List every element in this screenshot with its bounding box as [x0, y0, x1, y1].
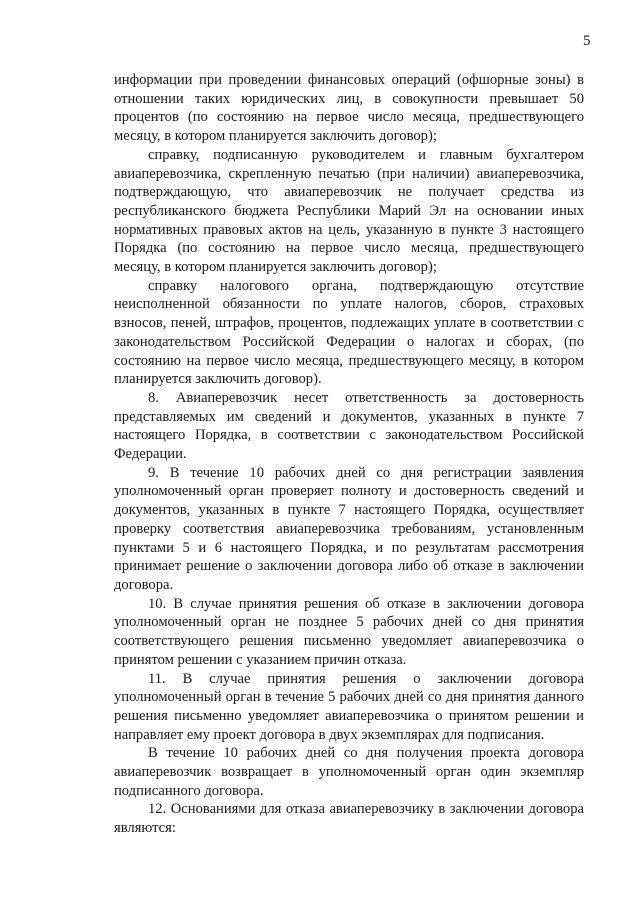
- paragraph-item-9: 9. В течение 10 рабочих дней со дня регистрации заявления уполномоченный орган проверяет полноту и достоверность сведений и документов, указанных в пункте 7 настоящего Порядка, осуществляет проверку соответствия авиаперевозчика требованиям, установленным пунктами 5 и 6 настоящего Порядка, и по результатам рассмотрения принимает решение о заключении договора либо об отказе в заключении договора.: [114, 464, 584, 593]
- paragraph-item-11: 11. В случае принятия решения о заключении договора уполномоченный орган в течение 5 рабочих дней со дня принятия данного решения письменно уведомляет авиаперевозчика о принятом решении и направляет ему проект договора в двух экземплярах для подписания.: [114, 670, 584, 743]
- paragraph-offshore-continuation: информации при проведении финансовых операций (офшорные зоны) в отношении таких юридических лиц, в совокупности превышает 50 процентов (по состоянию на первое число месяца, предшествующего месяцу, в котором планируется заключить договор);: [114, 72, 584, 145]
- paragraph-item-12: 12. Основаниями для отказа авиаперевозчику в заключении договора являются:: [114, 801, 584, 837]
- paragraph-item-11-return: В течение 10 рабочих дней со дня получения проекта договора авиаперевозчик возвращает в уполномоченный орган один экземпляр подписанного договора.: [114, 745, 584, 799]
- document-body: [114, 71, 584, 838]
- paragraph-item-10: 10. В случае принятия решения об отказе в заключении договора уполномоченный орган не позднее 5 рабочих дней со дня принятия соответствующего решения письменно уведомляет авиаперевозчика о принятом решении с указанием причин отказа.: [114, 595, 584, 668]
- page-number: 5: [583, 33, 591, 49]
- paragraph-tax-certificate: справку налогового органа, подтверждающую отсутствие неисполненной обязанности по уплате налогов, сборов, страховых взносов, пеней, штрафов, процентов, подлежащих уплате в соответствии с законодательством Российской Федерации о налогах и сборах, (по состоянию на первое число месяца, предшествующего месяцу, в котором планируется заключить договор).: [114, 277, 584, 388]
- paragraph-budget-certificate: справку, подписанную руководителем и главным бухгалтером авиаперевозчика, скрепленную печатью (при наличии) авиаперевозчика, подтверждающую, что авиаперевозчик не получает средства из республиканского бюджета Республики Марий Эл на основании иных нормативных правовых актов на цель, указанную в пункте 3 настоящего Порядка (по состоянию на первое число месяца, предшествующего месяцу, в котором планируется заключить договор);: [114, 146, 584, 276]
- paragraph-item-8: 8. Авиаперевозчик несет ответственность за достоверность представляемых им сведений и документов, указанных в пункте 7 настоящего Порядка, в соответствии с законодательством Российской Федерации.: [114, 389, 584, 463]
